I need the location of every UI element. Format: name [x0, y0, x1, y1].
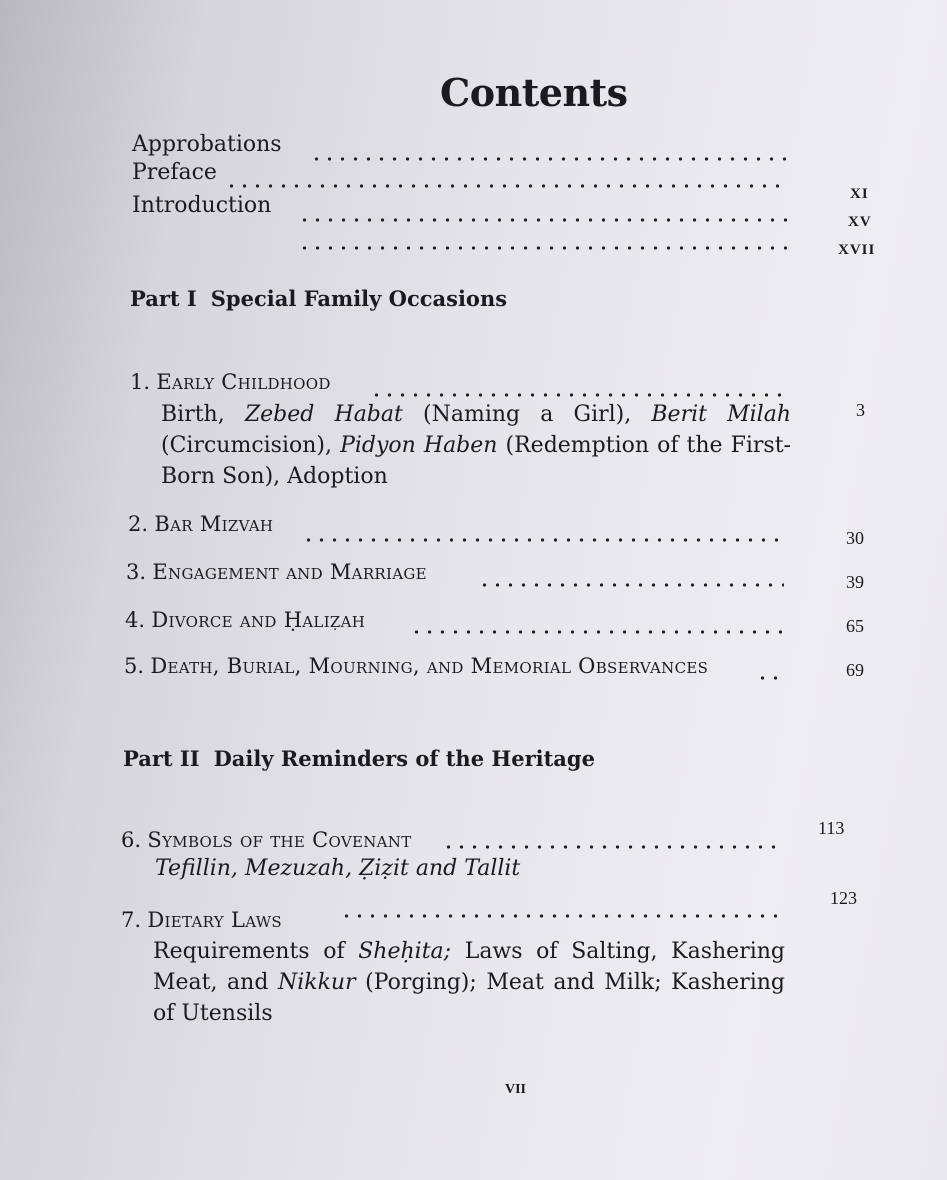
dot-leader — [298, 218, 788, 222]
desc-text: (Circumcision), — [161, 433, 341, 458]
page-number: 113 — [818, 818, 845, 838]
part-label: Part II — [123, 746, 200, 771]
chapter-title: Divorce and Ḥaliẓah — [151, 608, 366, 632]
page-number: XVII — [838, 242, 876, 258]
dot-leader — [302, 538, 786, 542]
entry-label: Introduction — [132, 193, 272, 218]
chapter-entry — [128, 512, 273, 536]
dot-leader — [478, 583, 784, 587]
page-title: Contents — [440, 70, 628, 115]
entry-label: Preface — [132, 160, 217, 185]
chapter-number: 4. — [125, 608, 146, 632]
chapter-entry — [121, 828, 412, 852]
dot-leader — [310, 157, 788, 161]
dot-leader — [298, 246, 788, 250]
desc-text: Birth, — [161, 402, 245, 427]
desc-term: Zebed Habat — [244, 402, 403, 427]
part-heading — [123, 746, 595, 771]
page-number: 65 — [846, 616, 864, 636]
desc-term: Pidyon Haben — [340, 433, 498, 458]
chapter-number: 5. — [124, 654, 145, 678]
page-number: 39 — [846, 572, 864, 592]
part-heading — [130, 286, 507, 311]
dot-leader — [410, 630, 784, 634]
chapter-title: Death, Burial, Mourning, and Memorial Observances — [150, 654, 709, 678]
desc-term: Berit Milah — [651, 402, 791, 427]
part-title: Special Family Occasions — [210, 286, 508, 311]
chapter-title: Symbols of the Covenant — [147, 828, 412, 852]
page-number: 123 — [830, 888, 857, 908]
part-title: Daily Reminders of the Heritage — [213, 746, 595, 771]
desc-text: (Porging); Meat and Milk; Kashering of Utensils — [153, 970, 786, 1026]
desc-text: (Naming a Girl), — [402, 402, 652, 427]
desc-term: Nikkur — [277, 970, 356, 995]
page-number: XV — [848, 214, 872, 230]
page-number: 30 — [846, 528, 864, 548]
chapter-description — [153, 936, 785, 1029]
chapter-title: Dietary Laws — [147, 908, 283, 932]
toc-entry-introduction — [132, 191, 271, 221]
chapter-number: 1. — [130, 370, 151, 394]
dot-leader — [225, 184, 788, 188]
dot-leader — [340, 914, 780, 918]
dot-leader — [756, 676, 784, 680]
chapter-title: Engagement and Marriage — [152, 560, 427, 584]
desc-text: Laws of Salting, Kashering Meat, and — [153, 939, 785, 995]
desc-text: (Redemption of the First-Born Son), Adoption — [161, 433, 791, 489]
page-number: XI — [850, 186, 869, 202]
toc-entry-approbations — [132, 130, 282, 160]
chapter-entry — [124, 654, 708, 678]
chapter-entry — [130, 370, 331, 394]
desc-text: Requirements of — [153, 939, 359, 964]
chapter-entry — [126, 560, 427, 584]
chapter-entry — [125, 608, 365, 632]
page-number: 69 — [846, 660, 864, 680]
chapter-number: 2. — [128, 512, 149, 536]
toc-entry-preface — [132, 158, 217, 188]
dot-leader — [442, 845, 782, 849]
chapter-number: 7. — [121, 908, 142, 932]
chapter-entry — [121, 908, 282, 932]
page-number: 3 — [856, 400, 865, 420]
desc-term: Sheḥita; — [358, 939, 452, 964]
chapter-title: Bar Mizvah — [154, 512, 274, 536]
dot-leader — [370, 393, 788, 397]
entry-label: Approbations — [132, 132, 282, 157]
page-folio: VII — [505, 1082, 527, 1097]
chapter-number: 3. — [126, 560, 147, 584]
chapter-description — [161, 399, 791, 492]
part-label: Part I — [130, 286, 197, 311]
chapter-title: Early Childhood — [156, 370, 331, 394]
chapter-number: 6. — [121, 828, 142, 852]
chapter-description: Tefillin, Mezuzah, Ẓiẓit and Tallit — [155, 856, 521, 881]
